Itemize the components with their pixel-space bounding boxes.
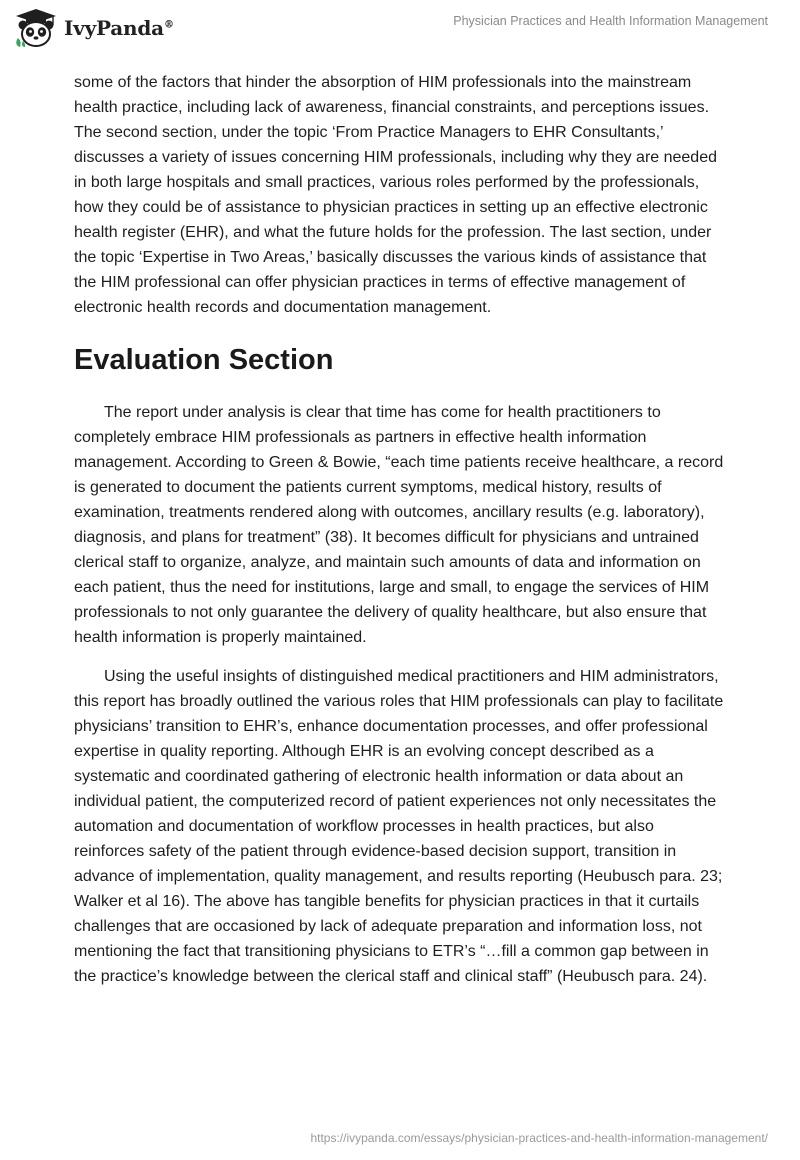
evaluation-paragraph-2: Using the useful insights of distinguished medical practitioners and HIM administrators, this report has broadly outlined the various roles that HIM professionals can play to facilitate physicians’ transition to EHR’s, enhance documentation processes, and offer professional expertise in quality reporting. Although EHR is an evolving concept described as a systematic and coordinated gathering of electronic health information or data about an individual patient, the computerized record of patient experiences not only necessitates the automation and documentation of workflow processes in health practices, but also reinforces safety of the patient through evidence-based decision support, transition in advance of implementation, quality management, and results reporting (Heubusch para. 23; Walker et al 16). The above has tangible benefits for physician practices in that it curtails challenges that are occasioned by lack of adequate preparation and information loss, not mentioning the fact that transitioning physicians to ETR’s “…fill a common gap between in the practice’s knowledge between the clerical staff and clinical staff” (Heubusch para. 24). [74,668,724,985]
ivypanda-logo[interactable] [14,8,174,48]
running-title: Physician Practices and Health Information Management [453,14,768,28]
registered-mark: ® [163,19,174,31]
logo-wordmark: IvyPanda [64,16,164,40]
source-url[interactable]: https://ivypanda.com/essays/physician-practices-and-health-information-management/ [310,1131,768,1145]
intro-paragraph: some of the factors that hinder the absorption of HIM professionals into the mainstream health practice, including lack of awareness, financial constraints, and perceptions issues. The second section, under the topic ‘From Practice Managers to EHR Consultants,’ discusses a variety of issues concerning HIM professionals, including why they are needed in both large hospitals and small practices, various roles performed by the professionals, how they could be of assistance to physician practices in setting up an effective electronic health register (EHR), and what the future holds for the profession. The last section, under the topic ‘Expertise in Two Areas,’ basically discusses the various kinds of assistance that the HIM professional can offer physician practices in terms of effective management of electronic health records and documentation management. [74,74,717,316]
panda-graduate-icon [14,8,58,48]
page-header [0,0,800,60]
section-heading: Evaluation Section [74,344,334,376]
logo-text [64,16,174,40]
essay-body [74,70,726,989]
evaluation-paragraph-1: The report under analysis is clear that time has come for health practitioners to completely embrace HIM professionals as partners in effective health information management. According to Green & Bowie, “each time patients receive healthcare, a record is generated to document the patients current symptoms, medical history, results of examination, treatments rendered along with outcomes, ancillary results (e.g. laboratory), diagnosis, and plans for treatment” (38). It becomes difficult for physicians and untrained clerical staff to organize, analyze, and maintain such amounts of data and information on each patient, thus the need for institutions, large and small, to engage the services of HIM professionals to not only guarantee the delivery of quality healthcare, but also ensure that health information is properly maintained. [74,404,724,646]
